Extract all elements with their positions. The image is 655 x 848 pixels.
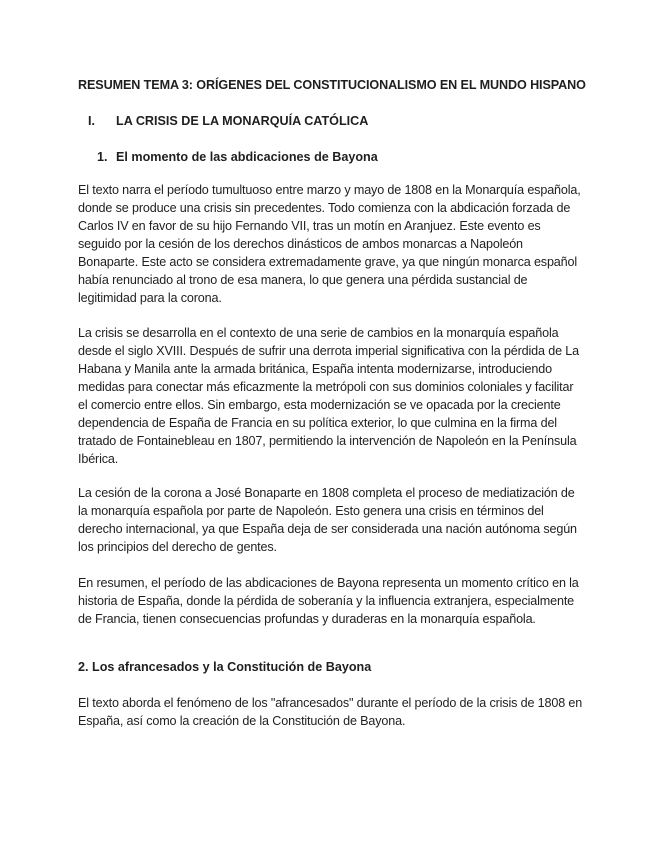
section-label: LA CRISIS DE LA MONARQUÍA CATÓLICA bbox=[116, 114, 369, 128]
subsection-heading-1 bbox=[97, 149, 378, 165]
section-number: I. bbox=[88, 114, 95, 128]
document-title: RESUMEN TEMA 3: ORÍGENES DEL CONSTITUCIONALISMO EN EL MUNDO HISPANO bbox=[78, 78, 586, 92]
paragraph-4: En resumen, el período de las abdicaciones de Bayona representa un momento crítico en la historia de España, donde la pérdida de soberanía y la influencia extranjera, especialmente de Francia, tienen consecuencias profundas y duraderas en la monarquía española. bbox=[78, 576, 579, 626]
subsection-label-1: El momento de las abdicaciones de Bayona bbox=[116, 150, 378, 164]
subsection-number-1: 1. bbox=[97, 150, 108, 164]
paragraph-5: El texto aborda el fenómeno de los "afrancesados" durante el período de la crisis de 1808 en España, así como la creación de la Constitución de Bayona. bbox=[78, 696, 583, 728]
paragraph-3: La cesión de la corona a José Bonaparte en 1808 completa el proceso de mediatización de la monarquía española por parte de Napoleón. Esto genera una crisis en términos del derecho internacional, ya que España deja de ser considerada una nación autónoma según los principios del derecho de gentes. bbox=[78, 486, 577, 554]
paragraph-2: La crisis se desarrolla en el contexto de una serie de cambios en la monarquía española desde el siglo XVIII. Después de sufrir una derrota imperial significativa con la pérdida de La Habana y Manila ante la armada británica, España intenta modernizarse, introduciendo medidas para conectar más eficazmente la metrópoli con sus dominios coloniales y facilitar el comercio entre ellos. Sin embargo, esta modernización se ve opacada por la creciente dependencia de España de Francia en su política exterior, lo que culmina en la firma del tratado de Fontainebleau en 1807, permitiendo la intervención de Napoleón en la Península Ibérica. bbox=[78, 326, 579, 466]
subsection-heading-2: 2. Los afrancesados y la Constitución de Bayona bbox=[78, 660, 372, 674]
section-heading bbox=[88, 113, 368, 129]
paragraph-1: El texto narra el período tumultuoso entre marzo y mayo de 1808 en la Monarquía española, donde se produce una crisis sin precedentes. Todo comienza con la abdicación forzada de Carlos IV en favor de su hijo Fernando VII, tras un motín en Aranjuez. Este evento es seguido por la cesión de los derechos dinásticos de ambos monarcas a Napoleón Bonaparte. Este acto se considera extremadamente grave, ya que ningún monarca español había renunciado al trono de esa manera, lo que genera una pérdida sustancial de legitimidad para la corona. bbox=[78, 183, 581, 305]
